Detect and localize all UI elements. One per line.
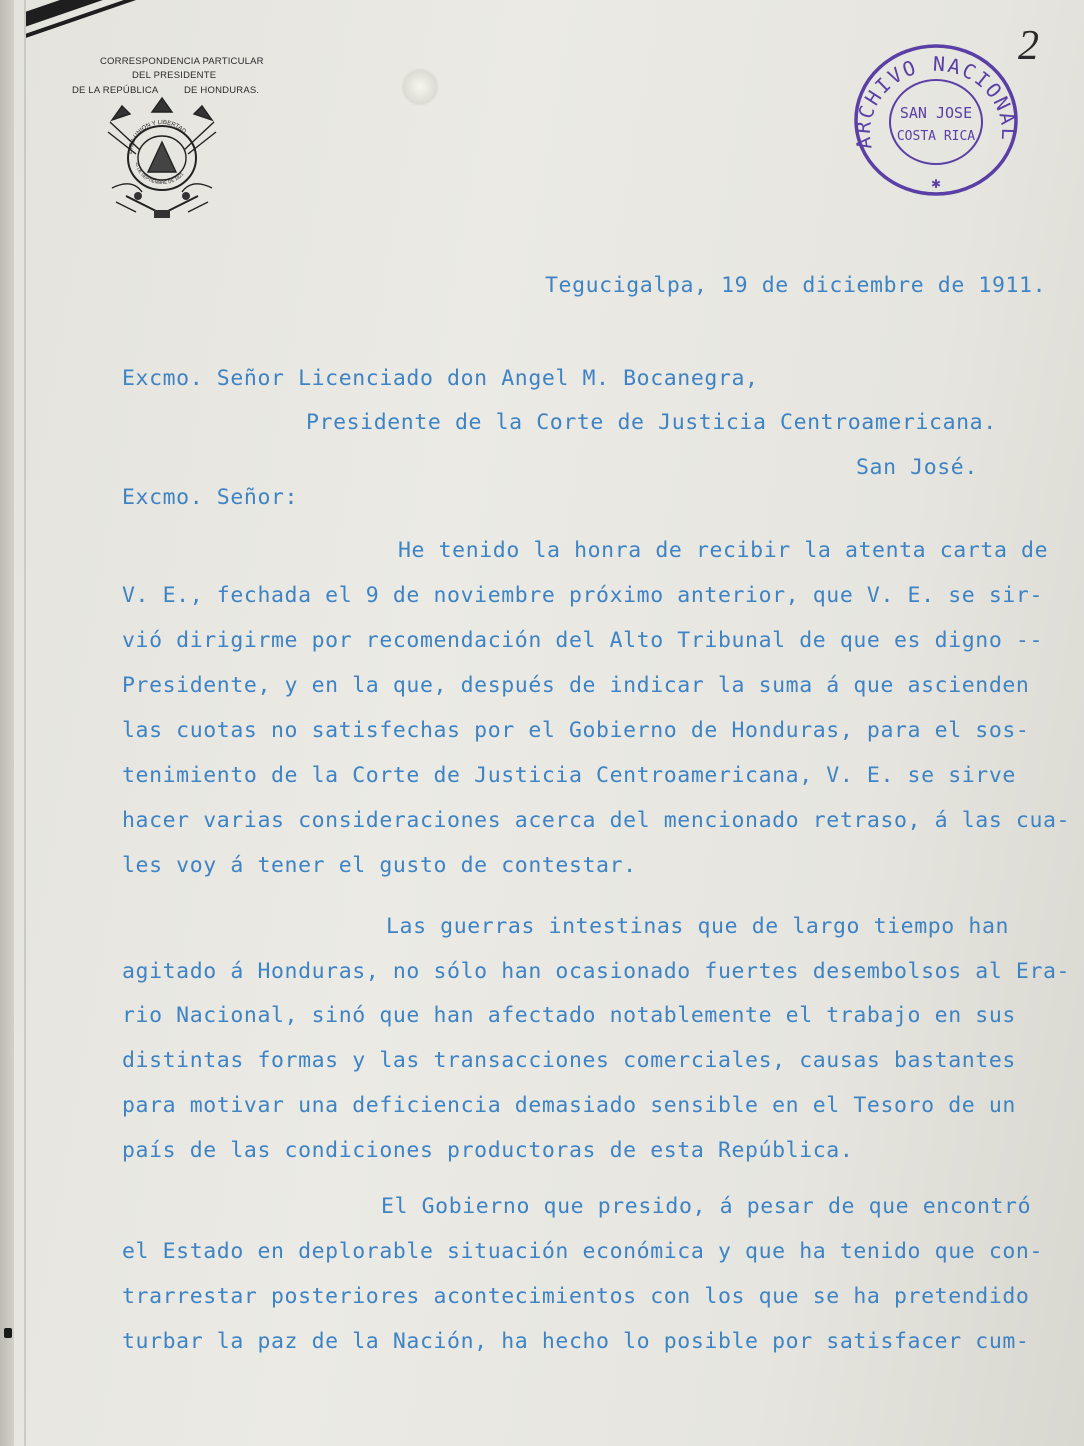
stamp-ring-text: ARCHIVO NACIONAL <box>850 51 1022 151</box>
para2-line-4: distintas formas y las transacciones comerciales, causas bastantes <box>122 1048 1016 1073</box>
addressee-city: San José. <box>856 455 978 480</box>
page-left-edge <box>0 0 14 1446</box>
para2-line-2: agitado á Honduras, no sólo han ocasionado fuertes desembolsos al Era- <box>122 959 1071 984</box>
para2-line-3: rio Nacional, sinó que han afectado notablemente el trabajo en sus <box>122 1003 1016 1028</box>
edge-mark <box>4 1328 12 1338</box>
para3-line-2: el Estado en deplorable situación económica y que ha tenido que con- <box>122 1239 1043 1264</box>
stamp-line-2: COSTA RICA <box>896 129 976 144</box>
para1-line-5: las cuotas no satisfechas por el Gobierno de Honduras, para el sos- <box>122 718 1030 743</box>
para1-line-4: Presidente, y en la que, después de indicar la suma á que ascienden <box>122 673 1030 698</box>
addressee-line-2: Presidente de la Corte de Justicia Centroamericana. <box>306 410 997 435</box>
paper-smudge <box>400 68 440 106</box>
crest-ring-text: DIOS UNION Y LIBERTAD <box>127 119 187 155</box>
letterhead-line-1: CORRESPONDENCIA PARTICULAR <box>100 56 264 67</box>
para3-line-1: El Gobierno que presido, á pesar de que encontró <box>381 1194 1032 1219</box>
honduras-coat-of-arms-icon <box>102 92 222 224</box>
para1-line-2: V. E., fechada el 9 de noviembre próximo anterior, que V. E. se sir- <box>122 583 1043 608</box>
para2-line-6: país de las condiciones productoras de esta República. <box>122 1138 854 1163</box>
para1-line-7: hacer varias consideraciones acerca del mencionado retraso, á las cua- <box>122 808 1071 833</box>
stamp-star-icon: ✱ <box>930 177 942 191</box>
archivo-nacional-stamp <box>848 40 1024 198</box>
para2-line-1: Las guerras intestinas que de largo tiempo han <box>386 914 1010 939</box>
para2-line-5: para motivar una deficiencia demasiado sensible en el Tesoro de un <box>122 1093 1016 1118</box>
fold-line <box>24 0 26 1446</box>
stamp-line-1: SAN JOSE <box>899 104 973 122</box>
para1-line-8: les voy á tener el gusto de contestar. <box>122 853 637 878</box>
date-line: Tegucigalpa, 19 de diciembre de 1911. <box>545 273 1047 298</box>
addressee-line-1: Excmo. Señor Licenciado don Angel M. Bocanegra, <box>122 366 759 391</box>
svg-text:DIOS UNION Y LIBERTAD <box>128 120 187 154</box>
letterhead-line-2: DEL PRESIDENTE <box>132 70 217 81</box>
para1-line-3: vió dirigirme por recomendación del Alto Tribunal de que es digno -- <box>122 628 1043 653</box>
letterhead-line-3-left: DE LA REPÚBLICA <box>72 85 159 96</box>
para1-line-6: tenimiento de la Corte de Justicia Centroamericana, V. E. se sirve <box>122 763 1016 788</box>
letterhead-line-3-right: DE HONDURAS. <box>184 85 260 96</box>
page-number: 2 <box>1018 23 1039 69</box>
crest-date-text: 15 DE SEPTIEMBRE DE 1821 <box>134 161 185 186</box>
salutation: Excmo. Señor: <box>122 485 299 510</box>
para1-line-1: He tenido la honra de recibir la atenta carta de <box>398 538 1049 563</box>
para3-line-4: turbar la paz de la Nación, ha hecho lo posible por satisfacer cum- <box>122 1329 1030 1354</box>
para3-line-3: trarrestar posteriores acontecimientos con los que se ha pretendido <box>122 1284 1030 1309</box>
